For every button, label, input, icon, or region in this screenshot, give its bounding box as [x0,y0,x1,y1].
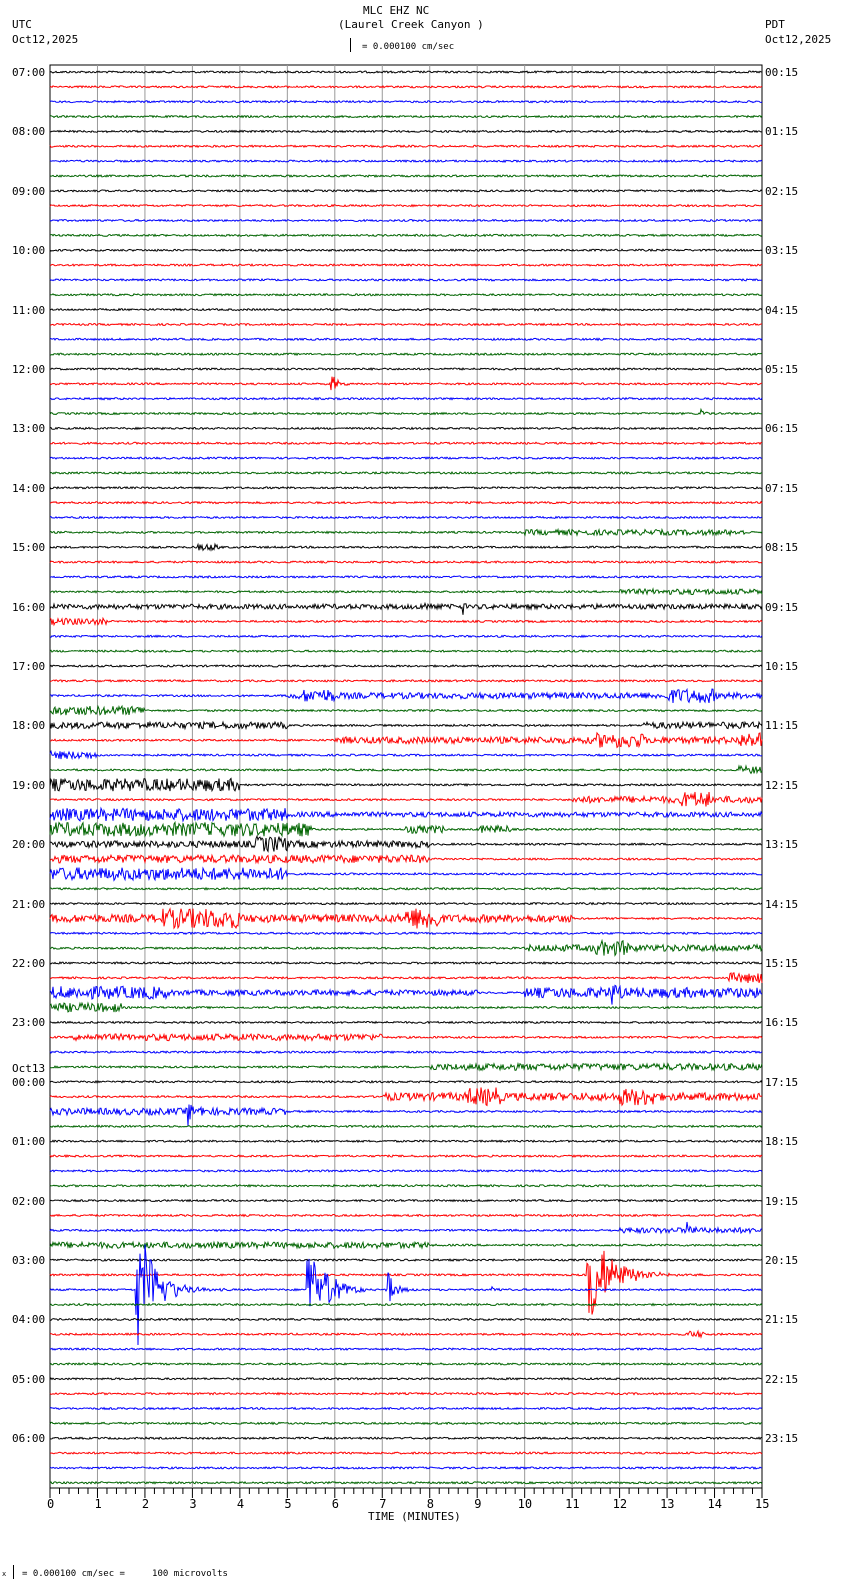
trace-line [50,190,762,192]
trace-line [50,576,762,578]
trace-line [50,808,762,821]
utc-hour-label: 06:00 [12,1432,46,1446]
trace-line [50,1331,762,1337]
trace-line [50,1482,762,1484]
trace-line [50,792,762,807]
trace-line [50,1081,762,1083]
x-tick-label: 13 [660,1497,675,1511]
trace-line [50,1467,762,1469]
trace-line [50,517,762,519]
trace-line [50,1393,762,1395]
trace-line [50,427,762,429]
trace-line [50,665,762,667]
trace-line [50,101,762,103]
pdt-hour-label: 04:15 [765,303,799,317]
pdt-hour-label: 16:15 [765,1016,799,1030]
trace-line [50,822,762,836]
trace-line [50,368,762,370]
pdt-hour-label: 08:15 [765,541,799,555]
trace-line [50,1452,762,1454]
trace-line [50,689,762,703]
trace-line [50,1185,762,1187]
trace-line [50,1170,762,1172]
trace-line [50,86,762,88]
trace-line [50,487,762,489]
x-tick-label: 6 [331,1497,340,1511]
trace-line [50,888,762,890]
trace-line [50,868,762,881]
trace-line [50,71,762,73]
trace-line [50,309,762,311]
utc-hour-label: 15:00 [12,541,46,555]
utc-hour-label: 11:00 [12,303,46,317]
right-timezone: PDT [765,18,785,31]
trace-line [50,264,762,266]
trace-line [50,1259,762,1261]
footer-scale-label: = 0.000100 cm/sec = 100 microvolts [22,1569,228,1579]
trace-line [50,409,762,414]
trace-line [50,294,762,296]
left-timezone: UTC [12,18,32,31]
trace-line [50,249,762,251]
pdt-hour-label: 18:15 [765,1135,799,1149]
trace-line [50,220,762,222]
trace-line [50,903,762,905]
trace-line [50,130,762,132]
trace-line [50,722,762,729]
trace-line [50,1034,762,1041]
trace-line [50,457,762,459]
trace-line [50,502,762,504]
trace-line [50,1422,762,1424]
pdt-hour-label: 12:15 [765,778,799,792]
trace-line [50,1022,762,1024]
utc-hour-label: 17:00 [12,660,46,673]
pdt-hour-label: 11:15 [765,719,799,733]
pdt-hour-label: 00:15 [765,66,799,79]
pdt-hour-label: 09:15 [765,600,799,614]
x-tick-label: 9 [474,1497,482,1511]
trace-line [50,941,762,956]
trace-line [50,530,762,536]
trace-line [50,398,762,400]
utc-hour-label: 08:00 [12,125,46,139]
pdt-hour-label: 03:15 [765,244,799,258]
trace-line [50,1088,762,1106]
trace-line [50,932,762,934]
trace-line [50,1304,762,1306]
pdt-hour-label: 21:15 [765,1313,799,1327]
trace-line [50,353,762,355]
right-date: Oct12,2025 [765,33,832,46]
trace-line [50,766,762,773]
pdt-hour-label: 15:15 [765,957,799,970]
location-title: (Laurel Creek Canyon ) [338,18,484,31]
trace-line [50,635,762,637]
trace-line [50,116,762,118]
x-tick-label: 10 [517,1497,533,1511]
utc-hour-label: 05:00 [12,1372,46,1386]
x-tick-label: 12 [612,1497,628,1511]
utc-hour-label: 16:00 [12,600,46,614]
trace-line [50,338,762,340]
utc-hour-label: 18:00 [12,719,46,733]
trace-line [50,1242,762,1248]
pdt-hour-label: 07:15 [765,481,799,495]
trace-line [50,377,762,390]
x-axis-label: TIME (MINUTES) [368,1510,461,1523]
trace-line [50,962,762,964]
trace-line [50,733,762,748]
trace-line [50,985,762,1004]
pdt-hour-label: 14:15 [765,897,799,911]
x-tick-label: 14 [707,1497,722,1511]
pdt-hour-label: 02:15 [765,184,799,198]
pdt-hour-label: 17:15 [765,1075,799,1089]
pdt-hour-label: 23:15 [765,1432,799,1446]
pdt-hour-label: 19:15 [765,1194,799,1208]
x-tick-label: 15 [755,1497,770,1511]
scale-label: = 0.000100 cm/sec [362,42,455,52]
utc-hour-label: 21:00 [12,897,46,911]
utc-hour-label: 00:00 [12,1075,46,1089]
trace-line [50,1363,762,1365]
trace-line [50,779,762,792]
trace-line [50,1378,762,1380]
trace-line [50,544,762,550]
trace-line [50,1140,762,1142]
utc-hour-label: 20:00 [12,838,46,852]
trace-line [50,650,762,652]
trace-line [50,279,762,281]
footer-prefix: x [2,1570,7,1578]
utc-hour-label: 02:00 [12,1194,46,1208]
trace-line [50,234,762,236]
utc-hour-label: 07:00 [12,66,46,79]
trace-line [50,205,762,207]
utc-hour-label: 01:00 [12,1135,46,1149]
trace-line [50,1222,762,1233]
x-tick-label: 3 [189,1497,197,1511]
trace-line [50,145,762,147]
trace-line [50,973,762,983]
trace-line [50,855,762,863]
left-date: Oct12,2025 [12,33,79,46]
trace-line [50,618,762,625]
trace-line [50,442,762,444]
trace-line [50,1155,762,1157]
x-tick-label: 2 [141,1497,150,1511]
pdt-hour-label: 13:15 [765,838,799,852]
trace-line [50,1348,762,1350]
x-tick-label: 11 [565,1497,580,1511]
station-title: MLC EHZ NC [363,4,430,17]
pdt-hour-label: 01:15 [765,125,799,139]
trace-line [50,175,762,177]
pdt-hour-label: 10:15 [765,660,799,673]
trace-line [50,1437,762,1439]
trace-line [50,706,762,715]
utc-hour-label: 23:00 [12,1016,46,1030]
trace-line [50,680,762,682]
x-tick-label: 5 [284,1497,292,1511]
trace-line [50,603,762,614]
utc-hour-label: 03:00 [12,1254,46,1267]
trace-line [50,589,762,595]
trace-line [50,1215,762,1217]
utc-hour-label: 12:00 [12,363,46,376]
x-tick-label: 8 [426,1497,434,1511]
x-tick-label: 4 [236,1497,245,1511]
utc-hour-label: 13:00 [12,422,46,436]
trace-line [50,1003,762,1012]
trace-line [50,1125,762,1127]
trace-line [50,1064,762,1071]
trace-line [50,324,762,326]
x-tick-label: 0 [47,1497,55,1511]
trace-line [50,1408,762,1410]
trace-line [50,1105,762,1126]
trace-line [50,909,762,929]
trace-line [50,472,762,474]
trace-line [50,751,762,759]
trace-line [50,1200,762,1202]
pdt-hour-label: 06:15 [765,422,799,436]
date-change-label: Oct13 [12,1061,46,1075]
utc-hour-label: 04:00 [12,1313,46,1327]
trace-line [50,160,762,162]
utc-hour-label: 10:00 [12,244,46,258]
trace-line [50,836,762,851]
pdt-hour-label: 22:15 [765,1372,799,1386]
trace-line [50,1051,762,1053]
x-tick-label: 7 [379,1497,387,1511]
x-tick-label: 1 [94,1497,102,1511]
pdt-hour-label: 05:15 [765,363,799,376]
trace-line [50,1318,762,1320]
utc-hour-label: 19:00 [12,778,46,792]
utc-hour-label: 14:00 [12,481,46,495]
trace-line [50,561,762,563]
utc-hour-label: 09:00 [12,184,46,198]
pdt-hour-label: 20:15 [765,1254,799,1267]
utc-hour-label: 22:00 [12,957,46,970]
